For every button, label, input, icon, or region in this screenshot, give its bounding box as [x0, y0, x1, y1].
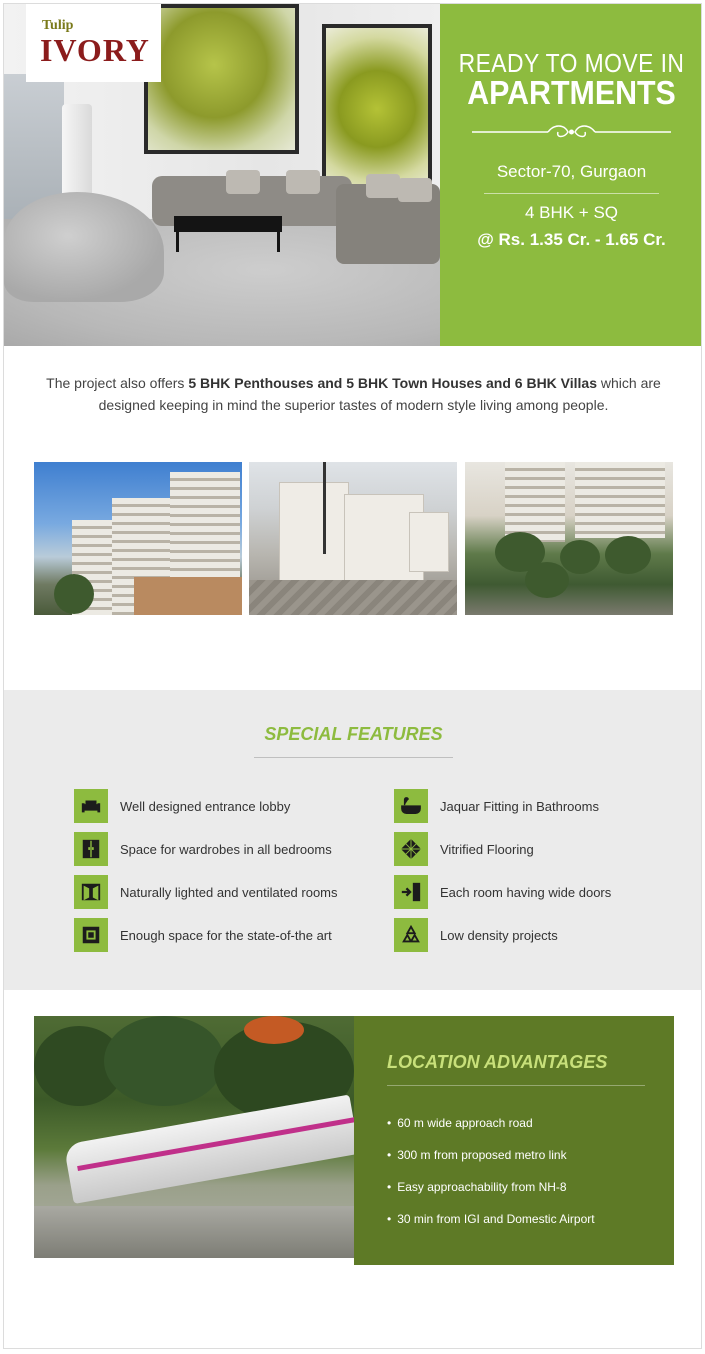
feature-label: Jaquar Fitting in Bathrooms [440, 798, 599, 814]
location-item: • 300 m from proposed metro link [387, 1148, 567, 1162]
special-features-divider [254, 757, 453, 758]
hero-divider [484, 193, 659, 194]
gallery-photo-towers[interactable] [34, 462, 242, 615]
feature-label: Enough space for the state-of-the art [120, 927, 332, 943]
feature-item-jaquar-fitting [394, 789, 599, 823]
logo-brand-main: IVORY [40, 32, 150, 68]
bathtub-icon [394, 789, 428, 823]
ornament-divider-icon [468, 122, 675, 142]
feature-label: Low density projects [440, 927, 558, 943]
feature-item-wardrobes [74, 832, 332, 866]
intro-text-before: The project also offers [46, 375, 189, 391]
feature-item-state-of-art [74, 918, 332, 952]
sofa-icon [74, 789, 108, 823]
special-features-title: SPECIAL FEATURES [264, 724, 443, 744]
feature-item-entrance-lobby [74, 789, 290, 823]
intro-text-bold: 5 BHK Penthouses and 5 BHK Town Houses and 6 BHK Villas [188, 375, 598, 391]
picture-frame-icon [74, 918, 108, 952]
feature-label: Naturally lighted and ventilated rooms [120, 884, 338, 900]
metro-train-photo[interactable] [34, 1016, 354, 1258]
intro-paragraph [44, 372, 663, 416]
mailer-frame [3, 3, 702, 1349]
special-features-section [4, 690, 702, 990]
hero-banner [4, 4, 702, 346]
feature-label: Well designed entrance lobby [120, 798, 291, 814]
feature-label: Each room having wide doors [440, 884, 612, 900]
hero-headline-line1: READY TO MOVE IN [458, 48, 685, 78]
feature-item-low-density [394, 918, 558, 952]
wardrobe-icon [74, 832, 108, 866]
gallery-photo-landscape[interactable] [465, 462, 673, 615]
location-advantages-panel [354, 1016, 674, 1265]
hero-offer-panel [440, 4, 702, 346]
location-item: • 60 m wide approach road [387, 1116, 533, 1130]
door-icon [394, 875, 428, 909]
location-item: • 30 min from IGI and Domestic Airport [387, 1212, 595, 1226]
feature-item-ventilated-rooms [74, 875, 338, 909]
hero-configuration: 4 BHK + SQ [524, 203, 619, 222]
recycle-icon [394, 918, 428, 952]
feature-item-wide-doors [394, 875, 611, 909]
hero-location: Sector-70, Gurgaon [496, 162, 647, 181]
hero-price: @ Rs. 1.35 Cr. - 1.65 Cr. [477, 230, 666, 249]
logo-brand-small: Tulip [42, 18, 74, 33]
tiles-icon [394, 832, 428, 866]
feature-label: Space for wardrobes in all bedrooms [120, 841, 332, 857]
window-icon [74, 875, 108, 909]
intro-text-after: which are designed keeping in mind the superior tastes of modern style living among people. [98, 375, 661, 413]
feature-item-vitrified-flooring [394, 832, 534, 866]
location-item: • Easy approachability from NH-8 [387, 1180, 567, 1194]
location-advantages-title: LOCATION ADVANTAGES [387, 1052, 608, 1072]
hero-headline-line2: APARTMENTS [467, 74, 676, 111]
tulip-ivory-logo[interactable] [26, 4, 161, 82]
gallery-photo-villas[interactable] [249, 462, 457, 615]
feature-label: Vitrified Flooring [440, 841, 534, 857]
location-advantages-divider [387, 1085, 645, 1086]
